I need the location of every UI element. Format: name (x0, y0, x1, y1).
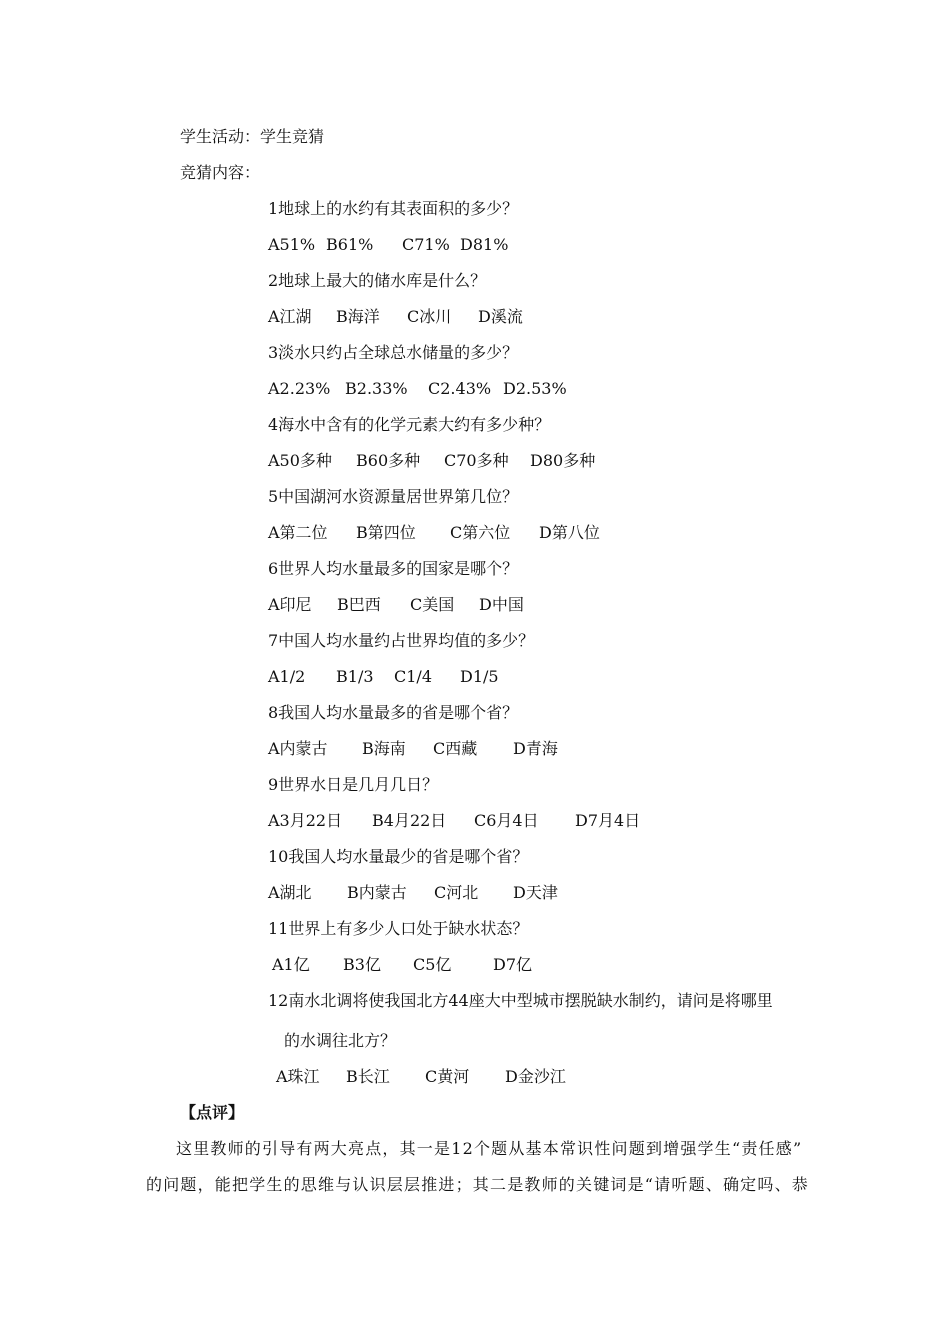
answer-option: A江湖 (268, 307, 312, 326)
answer-option: D7月4日 (575, 811, 641, 830)
answer-option: C西藏 (433, 739, 478, 758)
answer-option: B第四位 (356, 523, 416, 542)
question-text-continued: 的水调往北方？ (284, 1031, 397, 1050)
question-text: 7中国人均水量约占世界均值的多少？ (268, 631, 535, 650)
answer-option: B2.33% (345, 379, 408, 398)
answer-option: C第六位 (450, 523, 511, 542)
question-text: 11世界上有多少人口处于缺水状态？ (268, 919, 529, 938)
activity-heading: 学生活动：学生竞猜 (180, 127, 325, 146)
answer-option: A3月22日 (268, 811, 343, 830)
content-label: 竞猜内容： (180, 163, 261, 182)
answer-option: C70多种 (444, 451, 509, 470)
question-text: 8我国人均水量最多的省是哪个省？ (268, 703, 519, 722)
answer-option: A51% (268, 235, 316, 254)
answer-option: B长江 (346, 1067, 390, 1086)
answer-option: A内蒙古 (268, 739, 328, 758)
answer-option: D2.53% (503, 379, 567, 398)
answer-option: D天津 (513, 883, 558, 902)
question-text: 10我国人均水量最少的省是哪个省？ (268, 847, 529, 866)
answer-option: D金沙江 (505, 1067, 566, 1086)
answer-option: A印尼 (268, 595, 312, 614)
answer-option: C冰川 (407, 307, 452, 326)
answer-option: D81% (460, 235, 509, 254)
answer-option: B巴西 (337, 595, 381, 614)
answer-option: D第八位 (539, 523, 600, 542)
question-text: 6世界人均水量最多的国家是哪个？ (268, 559, 519, 578)
answer-option: A2.23% (268, 379, 331, 398)
answer-option: B内蒙古 (347, 883, 407, 902)
answer-option: B61% (326, 235, 374, 254)
answer-option: A湖北 (268, 883, 312, 902)
answer-option: C1/4 (394, 667, 432, 686)
answer-option: C黄河 (425, 1067, 470, 1086)
answer-option: D青海 (513, 739, 558, 758)
answer-option: B3亿 (343, 955, 381, 974)
answer-option: B60多种 (356, 451, 421, 470)
question-text: 4海水中含有的化学元素大约有多少种？ (268, 415, 551, 434)
review-heading: 【点评】 (180, 1103, 245, 1122)
review-paragraph-line: 的问题，能把学生的思维与认识层层推进；其二是教师的关键词是“请听题、确定吗、恭 (146, 1175, 809, 1194)
answer-option: D7亿 (493, 955, 533, 974)
answer-option: B4月22日 (372, 811, 447, 830)
answer-option: A珠江 (276, 1067, 320, 1086)
answer-option: B海洋 (336, 307, 380, 326)
answer-option: C6月4日 (474, 811, 539, 830)
answer-option: C5亿 (413, 955, 452, 974)
review-paragraph-line: 这里教师的引导有两大亮点，其一是12个题从基本常识性问题到增强学生“责任感” (176, 1139, 803, 1158)
answer-option: B1/3 (336, 667, 374, 686)
answer-option: A50多种 (268, 451, 332, 470)
answer-option: C71% (402, 235, 450, 254)
answer-option: C美国 (410, 595, 455, 614)
question-text: 2地球上最大的储水库是什么？ (268, 271, 487, 290)
question-text: 12南水北调将使我国北方44座大中型城市摆脱缺水制约，请问是将哪里 (268, 991, 773, 1010)
answer-option: A1亿 (272, 955, 310, 974)
answer-option: D80多种 (530, 451, 596, 470)
answer-option: D溪流 (478, 307, 523, 326)
answer-option: C河北 (434, 883, 479, 902)
answer-option: B海南 (362, 739, 406, 758)
question-text: 3淡水只约占全球总水储量的多少？ (268, 343, 519, 362)
answer-option: A第二位 (268, 523, 328, 542)
answer-option: D中国 (479, 595, 524, 614)
answer-option: D1/5 (460, 667, 499, 686)
question-text: 9世界水日是几月几日？ (268, 775, 439, 794)
answer-option: A1/2 (268, 667, 306, 686)
question-text: 5中国湖河水资源量居世界第几位？ (268, 487, 519, 506)
answer-option: C2.43% (428, 379, 492, 398)
question-text: 1地球上的水约有其表面积的多少？ (268, 199, 519, 218)
